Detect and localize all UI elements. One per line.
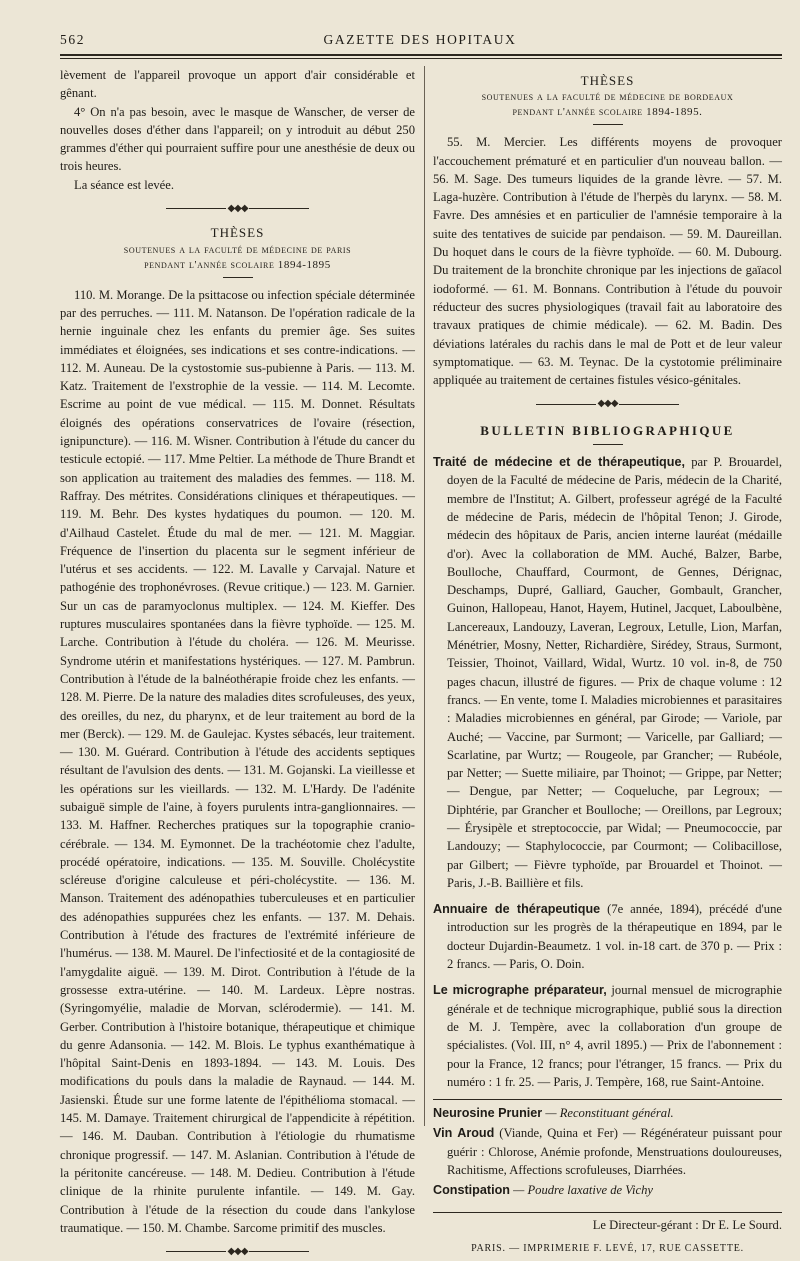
header-rule bbox=[60, 54, 782, 56]
bulletin-rule bbox=[593, 444, 623, 445]
advert-name: Vin Aroud bbox=[433, 1126, 495, 1141]
right-column bbox=[433, 66, 782, 1254]
ads-rule bbox=[433, 1099, 782, 1100]
theses-bordeaux-title: THÈSES bbox=[580, 73, 635, 88]
advert-line bbox=[433, 1181, 782, 1199]
advert-text: (Viande, Quina et Fer) — Régénérateur puissant pour guérir : Chlorose, Anémie profonde, Menstruations douloureuses, Rachitisme, Affections scrofuleuses, Diarrhées. bbox=[447, 1126, 782, 1178]
biblio-entry bbox=[433, 981, 782, 1091]
theses-bordeaux-subtitle-2: pendant l'année scolaire 1894-1895. bbox=[512, 106, 703, 119]
director-signature: Le Directeur-gérant : Dr E. Le Sourd. bbox=[433, 1212, 782, 1234]
section-ornament: ◆◆◆ bbox=[60, 200, 415, 218]
theses-paris-subtitle-2: pendant l'année scolaire 1894-1895 bbox=[144, 258, 331, 271]
advert-text: — Poudre laxative de Vichy bbox=[513, 1183, 653, 1198]
intro-paragraph-1: lèvement de l'appareil provoque un apport d'air considérable et gênant. bbox=[60, 68, 415, 101]
advert-line bbox=[433, 1104, 782, 1122]
theses-paris-subtitle-1: soutenues a la faculté de médecine de paris bbox=[123, 243, 352, 256]
section-ornament: ◆◆◆ bbox=[433, 395, 782, 413]
left-column bbox=[60, 66, 415, 1258]
page-header bbox=[60, 30, 780, 54]
biblio-entry-text: journal mensuel de micrographie générale et de technique micrographique, publié sous la direction de M. J. Tempère, avec la collaboration d'un groupe de spécialistes. (Vol. III, n° 4, avril 1895.) — Prix de l'abonnement : pour la France, 12 francs; pour l'étranger, 15 francs. — Prix du numéro : 1 fr. 25. — Paris, J. Tempère, 168, rue Saint-Antoine. bbox=[447, 983, 782, 1089]
biblio-entry-title: Annuaire de thérapeutique bbox=[433, 902, 601, 917]
advert-line bbox=[433, 1124, 782, 1179]
biblio-entry-title: Le micrographe préparateur, bbox=[433, 983, 607, 998]
bulletin-title: BULLETIN BIBLIOGRAPHIQUE bbox=[480, 422, 735, 438]
theses-bordeaux-list: 55. M. Mercier. Les différents moyens de provoquer l'accouchement prématuré et en particulier d'un nouveau ballon. — 56. M. Sage. Des tumeurs liquides de la grande lèvre. — 57. M. Laga-huzère. Contribution à l'étude de l'herpès du larynx. — 58. M. Favre. Des amnésies et en particulier de l'amnésie temporaire à la suite des tentatives de suicide par pendaison. — 59. M. Daureillan. Du hoquet dans le cours de la fièvre typhoïde. — 60. M. Dubourg. Du traitement de la bronchite chronique par les injections de gaïacol iodoformé. — 61. M. Bonnans. Contribution à l'étude du pouvoir réducteur des sucres physiologiques (travail fait au laboratoire des travaux pratiques de chimie médicale). — 62. M. Badin. Des déviations latérales du rachis dans le mal de Pott et de leur valeur symptomatique. — 63. M. Teynac. De la cystotomie préliminaire appliquée au traitement de certaines fistules vésico-génitales. bbox=[433, 135, 782, 388]
column-divider bbox=[424, 66, 425, 1126]
printer-imprint: PARIS. — IMPRIMERIE F. LEVÉ, 17, RUE CASSETTE. bbox=[471, 1242, 744, 1254]
advert-text: — Reconstituant général. bbox=[545, 1106, 674, 1121]
page-number: 562 bbox=[60, 32, 86, 47]
biblio-entry bbox=[433, 900, 782, 973]
theses-paris-title: THÈSES bbox=[210, 225, 265, 241]
header-rule-thin bbox=[60, 58, 782, 59]
advert-name: Neurosine Prunier bbox=[433, 1106, 543, 1121]
advert-name: Constipation bbox=[433, 1183, 510, 1198]
subtitle-rule bbox=[223, 277, 253, 278]
theses-bordeaux-subtitle-1: soutenues a la faculté de médecine de bordeaux bbox=[481, 91, 734, 104]
biblio-entry-text: (7e année, 1894), précédé d'une introduction sur les progrès de la thérapeutique en 1894, par le docteur Dujardin-Beaumetz. 1 vol. in-18 cart. de 370 p. — Prix : 2 francs. — Paris, O. Doin. bbox=[447, 902, 782, 972]
intro-paragraph-3: La séance est levée. bbox=[74, 177, 174, 192]
end-ornament: ◆◆◆ bbox=[60, 1243, 415, 1261]
intro-paragraph-2: 4° On n'a pas besoin, avec le masque de Wanscher, de verser de nouvelles doses d'éther dans l'appareil; on y introduit au début 250 grammes d'éther qui pourraient suffire pour une anesthésie de deux ou trois heures. bbox=[60, 104, 415, 174]
biblio-entry bbox=[433, 453, 782, 892]
biblio-entry-title: Traité de médecine et de thérapeutique, bbox=[433, 455, 685, 470]
subtitle-rule bbox=[593, 124, 623, 125]
biblio-entry-text: par P. Brouardel, doyen de la Faculté de médecine de Paris, médecin de la Charité, membre de l'Institut; A. Gilbert, professeur agrégé de la Faculté de médecine de Paris, médecin de l'hôpital Tenon; J. Girode, médecin des hôpitaux de Paris, ancien interne lauréat (médaille d'or). Avec la collaboration de MM. Auché, Balzer, Barbe, Boulloche, Chauffard, Courmont, de Gennes, Dérignac, Deschamps, Dupré, Galliard, Gaucher, Gombault, Grancher, Guinon, Hallopeau, Hanot, Hayem, Hutinel, Jacquet, Laboulbène, Lancereaux, Landouzy, Laveran, Legroux, Letulle, Lion, Marfan, Ménétrier, Mosny, Netter, Richardière, Sirédey, Straus, Surmont, Teissier, Thoinot, Vaillard, Widal, Wurtz. 10 vol. in-8, de 750 pages chacun, illustré de figures. — Prix de chaque volume : 12 francs. — En vente, tome I. Maladies microbiennes et parasitaires : Maladies microbiennes en général, par Girode; — Variole, par Auché; — Vaccine, par Surmont; — Varicelle, par Galliard; — Scarlatine, par Wurtz; — Rougeole, par Grancher; — Rubéole, par Netter; — Suette miliaire, par Thoinot; — Grippe, par Netter; — Dengue, par Netter; — Coqueluche, par Legroux; — Diphtérie, par Grancher et Boulloche; — Oreillons, par Legroux; — Érysipèle et streptococcie, par Widal; — Pneumococcie, par Landouzy; — Staphylococcie, par Courmont; — Colibacillose, par Gilbert; — Fièvre typhoïde, par Brouardel et Thoinot. — Paris, J.-B. Baillière et fils. bbox=[447, 455, 782, 890]
running-title: GAZETTE DES HOPITAUX bbox=[323, 32, 517, 47]
theses-paris-list: 110. M. Morange. De la psittacose ou infection spéciale déterminée par des perruches. — 111. M. Natanson. De l'opération radicale de la hernie inguinale chez les enfants du premier âge. Ses suites immédiates et éloignées, ses indications et ses contre-indications. — 112. M. Auneau. De la cystostomie sus-pubienne à Paris. — 113. M. Katz. Traitement de l'exstrophie de la vessie. — 114. M. Lecomte. Escrime au point de vue médical. — 115. M. Donnet. Résultats éloignés des opérations conservatrices de l'ovaire (résection, ignipuncture). — 116. M. Wisner. Contribution à l'étude du cancer du testicule ectopié. — 117. Mme Peltier. La méthode de Thure Brandt et son application au traitement des maladies des femmes. — 118. M. Raffray. Des métrites. Considérations cliniques et thérapeutiques. — 119. M. Behr. Des kystes hydatiques du poumon. — 120. M. d'Ailhaud Castelet. Étude du mal de mer. — 121. M. Maggiar. Fréquence de l'insertion du placenta sur le segment inférieur de l'utérus et ses accidents. — 122. M. Lavalle y Carvajal. Nature et pathogénie des trophonévroses. (Revue critique.) — 123. M. Garnier. Sur un cas de paramyoclonus multiplex. — 124. M. Kieffer. Des ruptures musculaires spontanées dans la fièvre typhoïde. — 125. M. Larche. Contribution à l'étude du choléra. — 126. M. Meurisse. Syndrome utérin et manifestations hystériques. — 127. M. Pambrun. Contribution à l'étude de la balnéothérapie froide chez les enfants. — 128. M. Pierre. De la nature des maladies dites scrofuleuses, des yeux, des oreilles, du nez, du pharynx, et de leur traitement au bord de la mer (Berck). — 129. M. de Gaulejac. Kystes sébacés, leur traitement. — 130. M. Guérard. Contribution à l'étude des accidents septiques résultant de l'avulsion des dents. — 131. M. Gojanski. La vieillesse et les opérations sur les vieillards. — 132. M. L'Hardy. De l'adénite subaiguë simple de l'aine, à foyers purulents intra-ganglionnaires. — 133. M. Haffner. Recherches pratiques sur la topographie cranio-cérébrale. — 134. M. Eymonnet. De la trachéotomie chez l'adulte, procédé opératoire, indications. — 135. M. Souville. Cholécystite scléreuse d'origine calculeuse et péri-cholécystite. — 136. M. Manson. Traitement des adénopathies tuberculeuses et en particulier des adénopathies suppurées chez les enfants. — 137. M. Dehais. Contribution à l'étude des fractures de l'extrémité inférieure de l'humérus. — 138. M. Maurel. De l'infectiosité et de la contagiosité de l'amygdalite aiguë. — 139. M. Dirot. Contribution à l'étude de la grossesse extra-utérine. — 140. M. Lardeux. Lèpre nostras. (Syringomyélie, maladie de Morvan, sclérodermie). — 141. M. Gerber. Contribution à l'histoire botanique, thérapeutique et chimique du genre Adansonia. — 142. M. Blois. Le typhus exanthématique à l'hôpital Saint-Denis en 1893-1894. — 143. M. Louis. Des modifications du pouls dans la maladie de Raynaud. — 144. M. Jasienski. Étude sur une forme latente de l'épithélioma stomacal. — 145. M. Damaye. Traitement chirurgical de l'appendicite à répétition. — 146. M. Dauban. Contribution à l'étiologie du rhumatisme chronique progressif. — 147. M. Aslanian. Contribution à l'étude de la péritonite cancéreuse. — 148. M. Dedieu. Contribution à l'étude clinique de la rhinite purulente infantile. — 149. M. Gay. Contribution à l'étude de la résection du coude dans l'ankylose traumatique. — 150. M. Chambe. Sarcome primitif des muscles. bbox=[60, 287, 415, 1235]
